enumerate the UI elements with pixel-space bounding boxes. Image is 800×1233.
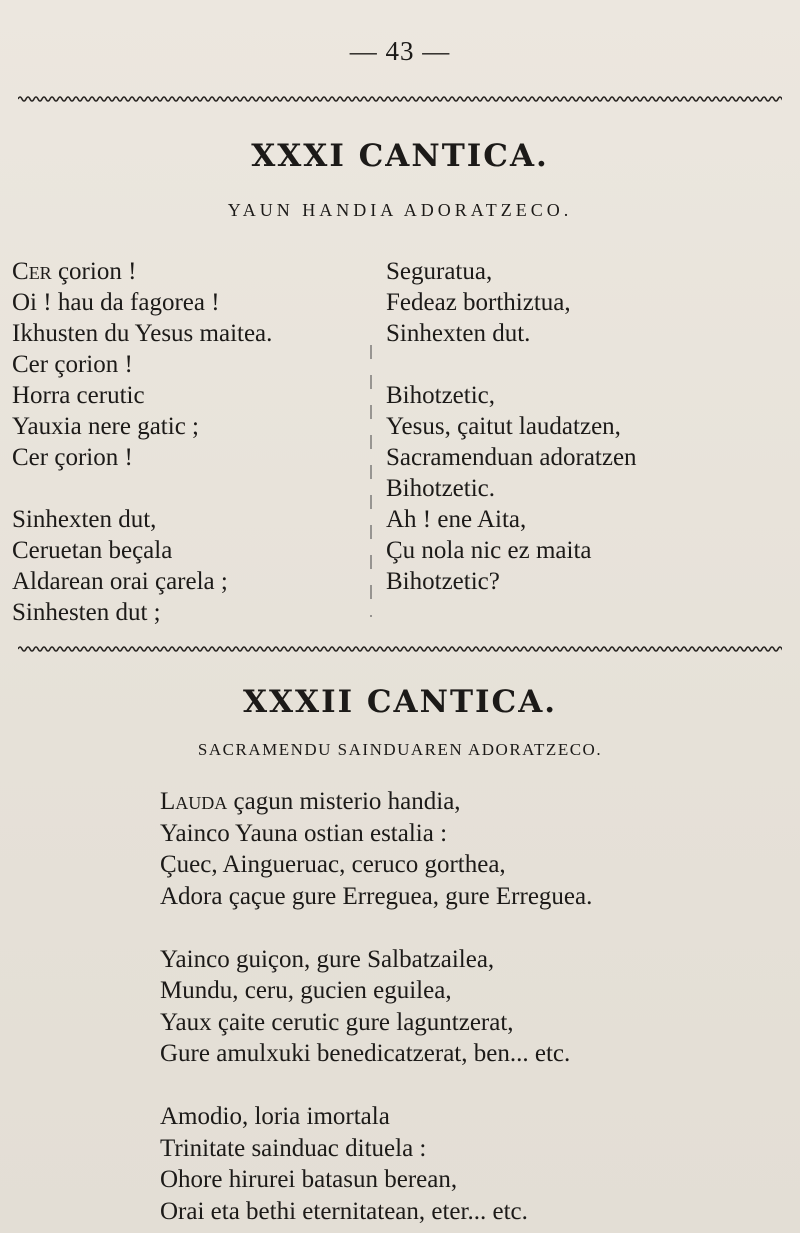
section-subtitle-xxxi: YAUN HANDIA ADORATZECO. <box>227 200 573 220</box>
verse-line: Orai eta bethi eternitatean, eter... etc. <box>160 1197 528 1225</box>
stanza-break <box>160 1070 592 1102</box>
verse-line: Cer çorion ! <box>12 351 133 378</box>
verse-line: Yainco guiçon, gure Salbatzailea, <box>160 945 495 973</box>
verse-line: Horra cerutic <box>12 382 145 409</box>
verse-line: Çu nola nic ez maita <box>386 537 592 564</box>
verse-line: Ceruetan beçala <box>12 537 173 564</box>
verse-line: Oi ! hau da fagorea ! <box>12 289 220 316</box>
verse-line: Yaux çaite cerutic gure laguntzerat, <box>160 1008 514 1036</box>
stanza-break <box>160 912 592 944</box>
verse-line: Bihotzetic. <box>386 475 495 502</box>
verse-line: Ohore hirurei batasun berean, <box>160 1166 458 1193</box>
verse-line: Gure amulxuki benedicatzerat, ben... etc. <box>160 1040 571 1067</box>
verse-line: Adora çaçue gure Erreguea, gure Erreguea. <box>160 882 593 910</box>
verse-line: Aldarean orai çarela ; <box>12 568 228 595</box>
hymn-right-column <box>386 256 637 597</box>
column-separator <box>370 345 372 617</box>
verse-line: Trinitate sainduac dituela : <box>160 1134 427 1162</box>
verse-line: Bihotzetic, <box>386 382 495 409</box>
hymn-xxxii-verses <box>160 786 592 1227</box>
hymn-left-column <box>12 256 272 628</box>
verse-line: Sinhesten dut ; <box>12 599 161 626</box>
verse-line: Seguratua, <box>386 258 493 285</box>
verse-line: Yainco Yauna ostian estalia : <box>160 819 448 847</box>
verse-line: Bihotzetic? <box>386 568 500 595</box>
wavy-divider-middle <box>18 644 782 654</box>
section-subtitle-xxxii: SACRAMENDU SAINDUAREN ADORATZECO. <box>197 740 603 759</box>
section-title-xxxii: XXXII CANTICA. <box>242 684 558 720</box>
stanza-break <box>12 473 272 504</box>
verse-line: Sinhexten dut, <box>12 506 157 533</box>
verse-line: Fedeaz borthiztua, <box>386 289 571 316</box>
page-number: — 43 — <box>349 36 451 66</box>
verse-line: Yauxia nere gatic ; <box>12 413 199 440</box>
verse-line: Cer çorion ! <box>12 258 137 285</box>
verse-line: Amodio, loria imortala <box>160 1103 390 1130</box>
section-title-xxxi: XXXI CANTICA. <box>251 138 549 174</box>
stanza-break <box>386 349 637 380</box>
wavy-divider-top <box>18 94 782 104</box>
verse-line: Sacramenduan adoratzen <box>386 444 637 471</box>
verse-line: Sinhexten dut. <box>386 320 531 347</box>
verse-line: Yesus, çaitut laudatzen, <box>386 413 621 440</box>
verse-line: Mundu, ceru, gucien eguilea, <box>160 977 452 1004</box>
verse-line: Lauda çagun misterio handia, <box>160 788 461 815</box>
verse-line: Çuec, Aingueruac, ceruco gorthea, <box>160 851 506 878</box>
verse-line: Ikhusten du Yesus maitea. <box>12 320 273 347</box>
verse-line: Cer çorion ! <box>12 444 133 471</box>
verse-line: Ah ! ene Aita, <box>386 506 527 533</box>
